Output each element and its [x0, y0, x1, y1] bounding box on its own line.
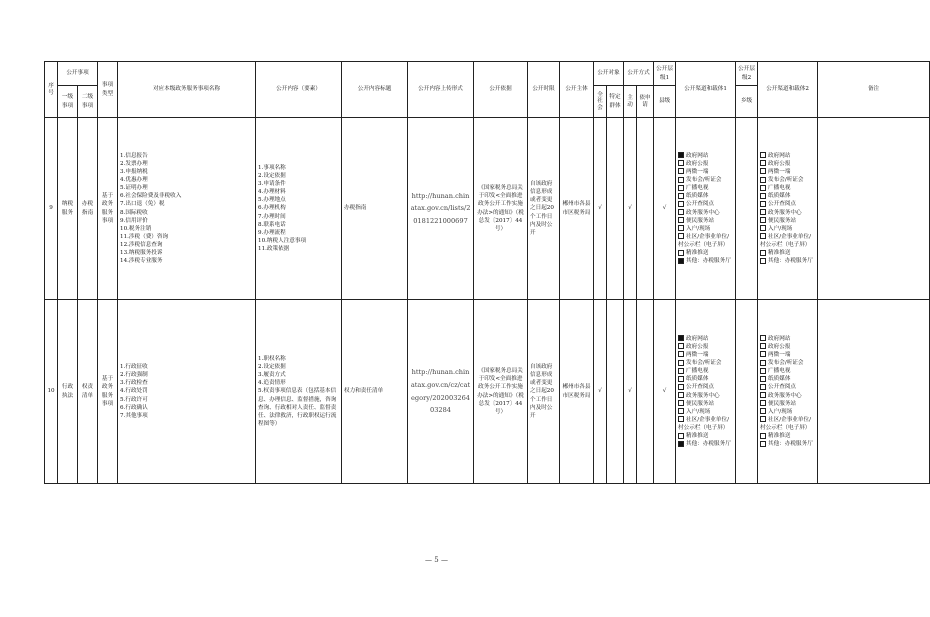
- unchecked-box-icon: [760, 193, 766, 199]
- row-content-item: 6.办理机构: [258, 205, 286, 212]
- row-channel2: [758, 118, 818, 300]
- row-channel1-option-label: 精准推送: [686, 250, 709, 257]
- row-channel1-option-label: 公开查阅点: [686, 384, 715, 391]
- row-channel1-option: [678, 160, 733, 168]
- row-services-item: 14.涉税专业服务: [120, 258, 163, 265]
- row-channel1-option-label: 广播电视: [686, 368, 709, 375]
- row-channel2-option-label: 纸质媒体: [768, 193, 791, 200]
- row-channel1-option: [678, 184, 733, 192]
- row-channel1-option-label: 发布会/听证会: [686, 177, 722, 184]
- row-channel1-option-label: 便民服务站: [686, 400, 715, 407]
- row-channel2-option: [760, 249, 815, 257]
- row-method-request: [637, 118, 654, 300]
- header-level1: 公开层级1: [654, 62, 676, 86]
- row-time: 自该政府信息形成或者变更之日起20个工作日内及时公开: [528, 300, 560, 484]
- unchecked-box-icon: [760, 360, 766, 366]
- row-channel2-option: [760, 359, 815, 367]
- row-channel2-option: [760, 176, 815, 184]
- row-channel1-option-label: 发布会/听证会: [686, 360, 722, 367]
- checked-box-icon: [678, 152, 684, 158]
- checked-box-icon: [678, 335, 684, 341]
- row-channel1-option: [678, 257, 733, 265]
- row-level-town: [736, 118, 758, 300]
- row-channel1-option-label: 社区/企事业单位/村公示栏（电子屏）: [678, 416, 729, 431]
- row-channel2-option-label: 公开查阅点: [768, 201, 797, 208]
- row-content-item: 7.办理时间: [258, 213, 286, 220]
- row-matter-type: 基于政务服务事项: [98, 118, 118, 300]
- row-channel1-option: [678, 351, 733, 359]
- unchecked-box-icon: [678, 408, 684, 414]
- row-content-item: 3.履责方式: [258, 372, 286, 379]
- row-services: [118, 300, 256, 484]
- unchecked-box-icon: [678, 400, 684, 406]
- row-services-item: 6.社会保险费及非税收入: [120, 193, 182, 200]
- row-channel2-option-label: 发布会/听证会: [768, 360, 804, 367]
- row-channel2-option-label: 便民服务站: [768, 400, 797, 407]
- row-channel2-option-label: 广播电视: [768, 368, 791, 375]
- row-content-item: 5.办理地点: [258, 197, 286, 204]
- row-channel1-option-label: 社区/企事业单位/村公示栏（电子屏）: [678, 233, 729, 248]
- unchecked-box-icon: [760, 233, 766, 239]
- row-channel2-option: [760, 168, 815, 176]
- header-seq: 序号: [45, 62, 58, 118]
- row-channel2-option: [760, 233, 815, 249]
- row-level-county: √: [654, 118, 676, 300]
- row-channel2-option: [760, 351, 815, 359]
- row-channel1-option: [678, 408, 733, 416]
- header-matter-l1: 一级事项: [58, 86, 78, 118]
- unchecked-box-icon: [760, 217, 766, 223]
- unchecked-box-icon: [678, 360, 684, 366]
- row-channel1: [676, 118, 736, 300]
- row-channel2-option-label: 政府网站: [768, 152, 791, 159]
- row-channel1-option: [678, 335, 733, 343]
- unchecked-box-icon: [760, 160, 766, 166]
- row-channel2-option-label: 政务服务中心: [768, 209, 802, 216]
- row-channel1-option-label: 政务服务中心: [686, 209, 720, 216]
- row-channel2-option-label: 便民服务站: [768, 217, 797, 224]
- row-channel2-option: [760, 225, 815, 233]
- row-services-item: 10.税务注销: [120, 225, 152, 232]
- row-channel2-option: [760, 367, 815, 375]
- row-content-item: 2.设定依据: [258, 173, 286, 179]
- row-channel1-option-label: 两微一端: [686, 351, 709, 358]
- row-channel2-option-label: 两微一端: [768, 351, 791, 358]
- checked-box-icon: [678, 441, 684, 447]
- row-channel1-option: [678, 359, 733, 367]
- row-channel1-option-label: 公开查阅点: [686, 201, 715, 208]
- row-link[interactable]: http://hunan.chinatax.gov.cn/lists/20181221000697: [408, 118, 474, 300]
- header-service-name: 对应本级政务服务事项名称: [118, 62, 256, 118]
- unchecked-box-icon: [678, 168, 684, 174]
- row-channel2-option-label: 入户/现场: [768, 408, 793, 415]
- row-services-item: 7.其他事项: [120, 412, 148, 419]
- row-level2-matter: 权责清单: [78, 300, 98, 484]
- unchecked-box-icon: [678, 376, 684, 382]
- row-level-county: √: [654, 300, 676, 484]
- row-channel2-option-label: 公开查阅点: [768, 384, 797, 391]
- unchecked-box-icon: [760, 258, 766, 264]
- row-channel1-option-label: 纸质媒体: [686, 376, 709, 383]
- row-services-item: 8.国际税收: [120, 209, 148, 216]
- row-content: [256, 300, 342, 484]
- row-channel2-option-label: 政府公报: [768, 343, 791, 350]
- unchecked-box-icon: [760, 376, 766, 382]
- row-channel2-option: [760, 416, 815, 432]
- row-channel1-option-label: 两微一端: [686, 168, 709, 175]
- row-services-item: 4.行政处罚: [120, 388, 148, 395]
- header-content-title: 公开内容标题: [342, 62, 408, 118]
- row-remark: [818, 118, 930, 300]
- row-channel2-option: [760, 209, 815, 217]
- header-object: 公开对象: [594, 62, 624, 86]
- unchecked-box-icon: [760, 441, 766, 447]
- row-content-title: 办税指南: [342, 118, 408, 300]
- row-services-item: 11.涉税（费）咨询: [120, 233, 169, 240]
- row-content-item: 2.设定依据: [258, 364, 286, 371]
- row-services-item: 2.行政强制: [120, 372, 148, 379]
- header-method-request: 依申请: [637, 86, 654, 118]
- row-channel2-option-label: 政府公报: [768, 160, 791, 167]
- row-channel2-option-label: 其他：办税服务厅: [768, 258, 813, 265]
- unchecked-box-icon: [760, 250, 766, 256]
- row-services-item: 2.发票办理: [120, 160, 148, 167]
- row-channel1-option: [678, 233, 733, 249]
- unchecked-box-icon: [678, 185, 684, 191]
- disclosure-table: [44, 61, 930, 484]
- row-channel1-option: [678, 375, 733, 383]
- row-services-item: 4.优惠办理: [120, 177, 148, 184]
- header-upload-form: 公开内容上传形式: [408, 62, 474, 118]
- row-link[interactable]: http://hunan.chinatax.gov.cn/cz/category/20200326403284: [408, 300, 474, 484]
- row-channel1-option: [678, 392, 733, 400]
- row-channel2-option: [760, 335, 815, 343]
- row-channel2-option-label: 精准推送: [768, 433, 791, 440]
- checked-box-icon: [678, 258, 684, 264]
- unchecked-box-icon: [760, 177, 766, 183]
- row-channel1-option: [678, 416, 733, 432]
- unchecked-box-icon: [760, 185, 766, 191]
- row-channel2-option: [760, 217, 815, 225]
- row-method-active: √: [624, 300, 637, 484]
- header-matter-l2: 二级事项: [78, 86, 98, 118]
- row-content-item: 4.追责情形: [258, 380, 286, 387]
- row-content-item: 1.职权名称: [258, 356, 286, 362]
- row-channel1-option-label: 政务服务中心: [686, 392, 720, 399]
- row-channel1-option: [678, 168, 733, 176]
- row-services: [118, 118, 256, 300]
- unchecked-box-icon: [760, 343, 766, 349]
- row-time: 自该政府信息形成或者变更之日起20个工作日内及时公开: [528, 118, 560, 300]
- row-object-specific: [607, 300, 624, 484]
- row-channel1-option: [678, 225, 733, 233]
- row-channel1-option-label: 精准推送: [686, 433, 709, 440]
- row-services-item: 3.申报纳税: [120, 168, 148, 175]
- row-channel2-option-label: 政府网站: [768, 335, 791, 342]
- row-channel2-option-label: 其他：办税服务厅: [768, 441, 813, 448]
- unchecked-box-icon: [678, 384, 684, 390]
- row-channel2-option: [760, 383, 815, 391]
- row-channel1-option-label: 政府公报: [686, 343, 709, 350]
- unchecked-box-icon: [760, 168, 766, 174]
- row-services-item: 3.行政检查: [120, 380, 148, 387]
- unchecked-box-icon: [678, 193, 684, 199]
- row-content-item: 10.纳税人注意事项: [258, 237, 307, 244]
- unchecked-box-icon: [678, 177, 684, 183]
- unchecked-box-icon: [678, 225, 684, 231]
- row-channel1-option: [678, 440, 733, 448]
- unchecked-box-icon: [678, 160, 684, 166]
- row-services-item: 12.涉税信息查询: [120, 241, 163, 248]
- row-services-item: 5.行政许可: [120, 396, 148, 403]
- row-channel2: [758, 300, 818, 484]
- unchecked-box-icon: [760, 416, 766, 422]
- row-channel1-option-label: 其他：办税服务厅: [686, 258, 731, 265]
- header-method: 公开方式: [624, 62, 654, 86]
- row-channel1-option-label: 政府网站: [686, 335, 709, 342]
- row-content-item: 5.权责事项信息表（包括基本信息、办理信息、监督措施，咨询查询、行政相对人责任、监督责任、法律救济，行政职权运行流程图等）: [258, 388, 337, 427]
- header-level2-town: 乡级: [736, 86, 758, 118]
- unchecked-box-icon: [678, 368, 684, 374]
- row-channel2-option: [760, 343, 815, 351]
- header-level2: 公开层级2: [736, 62, 758, 86]
- row-services-item: 7.出口退（免）税: [120, 201, 165, 208]
- row-channel2-option-label: 社区/企事业单位/村公示栏（电子屏）: [760, 233, 811, 248]
- row-content-item: 9.办理流程: [258, 229, 286, 236]
- row-channel2-option: [760, 152, 815, 160]
- header-content: 公开内容（要素）: [256, 62, 342, 118]
- row-services-item: 1.行政征收: [120, 364, 148, 371]
- unchecked-box-icon: [760, 400, 766, 406]
- header-level1-county: 县级: [654, 86, 676, 118]
- row-basis: 《国家税务总局关于印发<全面推进政务公开工作实施办法>的通知》（税总发〔2017〕44号）: [474, 300, 528, 484]
- row-services-item: 13.纳税服务投诉: [120, 250, 163, 257]
- row-channel2-option: [760, 160, 815, 168]
- row-channel2-option-label: 社区/企事业单位/村公示栏（电子屏）: [760, 416, 811, 431]
- row-channel2-option-label: 纸质媒体: [768, 376, 791, 383]
- row-channel2-option: [760, 375, 815, 383]
- header-remark: 备注: [818, 62, 930, 118]
- unchecked-box-icon: [678, 233, 684, 239]
- row-content-item: 11.政策依据: [258, 245, 290, 252]
- row-channel1-option-label: 便民服务站: [686, 217, 715, 224]
- page-number: — 5 —: [425, 556, 448, 564]
- row-channel1-option: [678, 192, 733, 200]
- unchecked-box-icon: [760, 433, 766, 439]
- row-channel1-option: [678, 400, 733, 408]
- row-seq: 10: [45, 300, 58, 484]
- row-channel1-option: [678, 152, 733, 160]
- row-channel2-option: [760, 432, 815, 440]
- header-matter-type: 事项类型: [98, 62, 118, 118]
- row-level1-matter: 行政执法: [58, 300, 78, 484]
- row-channel2-option: [760, 184, 815, 192]
- table-row: [45, 118, 930, 300]
- unchecked-box-icon: [760, 209, 766, 215]
- row-services-item: 1.信息报告: [120, 152, 148, 159]
- unchecked-box-icon: [760, 152, 766, 158]
- row-content-item: 8.联系电话: [258, 221, 286, 228]
- unchecked-box-icon: [760, 392, 766, 398]
- row-content-item: 4.办理材料: [258, 189, 286, 196]
- row-channel2-option-label: 政务服务中心: [768, 392, 802, 399]
- header-object-all: 全社会: [594, 86, 607, 118]
- row-content-item: 1.事项名称: [258, 164, 286, 171]
- row-channel2-option-label: 发布会/听证会: [768, 177, 804, 184]
- unchecked-box-icon: [760, 408, 766, 414]
- row-content: [256, 118, 342, 300]
- row-channel2-option: [760, 400, 815, 408]
- row-channel1-option: [678, 176, 733, 184]
- unchecked-box-icon: [760, 225, 766, 231]
- header-basis: 公开依据: [474, 62, 528, 118]
- unchecked-box-icon: [760, 201, 766, 207]
- row-channel2-option: [760, 257, 815, 265]
- row-level-town: [736, 300, 758, 484]
- row-object-specific: [607, 118, 624, 300]
- row-channel1-option-label: 纸质媒体: [686, 193, 709, 200]
- row-channel1-option-label: 其他：办税服务厅: [686, 441, 731, 448]
- row-services-item: 5.证明办理: [120, 185, 148, 192]
- row-channel1-option-label: 政府网站: [686, 152, 709, 159]
- unchecked-box-icon: [678, 433, 684, 439]
- row-channel1-option-label: 入户/现场: [686, 408, 711, 415]
- row-level1-matter: 纳税服务: [58, 118, 78, 300]
- row-content-item: 3.申请条件: [258, 181, 286, 188]
- row-object-all: √: [594, 300, 607, 484]
- row-services-item: 6.行政确认: [120, 404, 148, 411]
- row-channel1-option: [678, 209, 733, 217]
- row-channel1-option-label: 入户/现场: [686, 225, 711, 232]
- header-subject: 公开主体: [560, 62, 594, 118]
- header-channel1: 公开渠道和载体1: [676, 62, 736, 118]
- row-channel2-option-label: 两微一端: [768, 168, 791, 175]
- row-matter-type: 基于政务服务事项: [98, 300, 118, 484]
- unchecked-box-icon: [760, 351, 766, 357]
- row-subject: 郴州市各县市区税务局: [560, 118, 594, 300]
- row-content-title: 权力和责任清单: [342, 300, 408, 484]
- unchecked-box-icon: [678, 201, 684, 207]
- header-matter: 公开事项: [58, 62, 98, 86]
- unchecked-box-icon: [760, 335, 766, 341]
- row-object-all: √: [594, 118, 607, 300]
- row-channel1-option: [678, 200, 733, 208]
- row-channel1-option-label: 广播电视: [686, 185, 709, 192]
- row-channel1-option: [678, 432, 733, 440]
- row-method-request: [637, 300, 654, 484]
- row-channel2-option: [760, 408, 815, 416]
- unchecked-box-icon: [678, 351, 684, 357]
- unchecked-box-icon: [678, 250, 684, 256]
- unchecked-box-icon: [678, 343, 684, 349]
- table-row: [45, 300, 930, 484]
- row-level2-matter: 办税指南: [78, 118, 98, 300]
- unchecked-box-icon: [678, 209, 684, 215]
- row-channel2-option-label: 精准推送: [768, 250, 791, 257]
- header-time: 公开时限: [528, 62, 560, 118]
- row-channel1-option-label: 政府公报: [686, 160, 709, 167]
- row-channel1: [676, 300, 736, 484]
- row-services-item: 9.信用评价: [120, 217, 148, 224]
- row-channel1-option: [678, 367, 733, 375]
- row-remark: [818, 300, 930, 484]
- unchecked-box-icon: [678, 217, 684, 223]
- row-channel1-option: [678, 383, 733, 391]
- row-channel1-option: [678, 217, 733, 225]
- unchecked-box-icon: [678, 392, 684, 398]
- row-channel2-option-label: 入户/现场: [768, 225, 793, 232]
- row-channel2-option: [760, 192, 815, 200]
- unchecked-box-icon: [760, 368, 766, 374]
- header-object-specific: 特定群体: [607, 86, 624, 118]
- row-seq: 9: [45, 118, 58, 300]
- unchecked-box-icon: [678, 416, 684, 422]
- row-channel2-option-label: 广播电视: [768, 185, 791, 192]
- row-channel2-option: [760, 440, 815, 448]
- row-channel1-option: [678, 249, 733, 257]
- row-basis: 《国家税务总局关于印发<全面推进政务公开工作实施办法>的通知》（税总发〔2017〕44号）: [474, 118, 528, 300]
- unchecked-box-icon: [760, 384, 766, 390]
- row-subject: 郴州市各县市区税务局: [560, 300, 594, 484]
- header-channel2: 公开渠道和载体2: [758, 62, 818, 118]
- row-method-active: √: [624, 118, 637, 300]
- row-channel2-option: [760, 392, 815, 400]
- row-channel2-option: [760, 200, 815, 208]
- row-channel1-option: [678, 343, 733, 351]
- header-method-active: 主动: [624, 86, 637, 118]
